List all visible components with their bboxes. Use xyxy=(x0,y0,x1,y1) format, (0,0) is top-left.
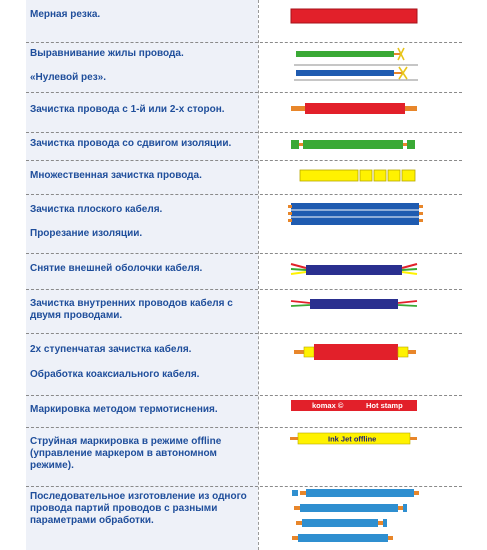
row-divider xyxy=(26,253,462,254)
process-label: Мерная резка. xyxy=(30,9,101,20)
process-sublabel: Прорезание изоляции. xyxy=(30,228,143,239)
wire-hot-stamp-image xyxy=(258,395,462,427)
row-divider xyxy=(26,289,462,290)
table-row xyxy=(26,289,462,333)
process-label: Маркировка методом термотиснения. xyxy=(30,404,218,415)
process-label: Выравнивание жилы провода. xyxy=(30,48,184,59)
process-table xyxy=(26,0,462,550)
process-label: 2х ступенчатая зачистка кабеля. xyxy=(30,344,192,355)
row-divider xyxy=(26,486,462,487)
row-divider xyxy=(26,395,462,396)
process-sublabel: «Нулевой рез». xyxy=(30,72,107,83)
table-row xyxy=(26,253,462,289)
process-sublabel: Обработка коаксиального кабеля. xyxy=(30,369,200,380)
wire-jacket-strip-image xyxy=(258,253,462,289)
wire-two-step-strip-image xyxy=(258,333,462,395)
table-row xyxy=(26,42,462,92)
process-label: Зачистка плоского кабеля. xyxy=(30,204,163,215)
wire-batch-image xyxy=(258,486,462,550)
row-divider xyxy=(26,194,462,195)
wire-shift-strip-image xyxy=(258,132,462,160)
table-row xyxy=(26,486,462,550)
table-row xyxy=(26,194,462,253)
table-row xyxy=(26,395,462,427)
process-label: Множественная зачистка провода. xyxy=(30,170,202,181)
wire-strip-image xyxy=(258,92,462,132)
table-row xyxy=(26,132,462,160)
process-label: Последовательное изготовление из одного провода партий проводов с разными параметрами обработки. xyxy=(30,491,247,526)
row-divider xyxy=(26,427,462,428)
table-row xyxy=(26,333,462,395)
process-label: Снятие внешней оболочки кабеля. xyxy=(30,263,203,274)
table-row xyxy=(26,92,462,132)
row-divider xyxy=(26,132,462,133)
process-label: Струйная маркировка в режиме offline (управление маркером в автономном режиме). xyxy=(30,436,222,471)
hot-stamp-brand-text: komax © xyxy=(312,401,344,410)
wire-red-cut-image xyxy=(258,0,462,42)
row-divider xyxy=(26,42,462,43)
ink-jet-label-text: Ink Jet offline xyxy=(328,434,377,444)
row-divider xyxy=(26,160,462,161)
wire-multi-strip-image xyxy=(258,160,462,194)
process-label: Зачистка провода с 1-й или 2-х сторон. xyxy=(30,104,225,115)
row-divider xyxy=(26,92,462,93)
process-label: Зачистка внутренних проводов кабеля с двумя проводами. xyxy=(30,298,233,321)
table-row xyxy=(26,427,462,486)
table-row xyxy=(26,0,462,42)
wire-alignment-image xyxy=(258,42,462,92)
column-divider xyxy=(258,0,259,550)
wire-ink-jet-image xyxy=(258,427,462,486)
table-row xyxy=(26,160,462,194)
wire-flat-cable-image xyxy=(258,194,462,253)
wire-inner-conductors-image xyxy=(258,289,462,333)
process-label: Зачистка провода со сдвигом изоляции. xyxy=(30,138,232,149)
row-divider xyxy=(26,333,462,334)
hot-stamp-label-text: Hot stamp xyxy=(366,401,403,410)
